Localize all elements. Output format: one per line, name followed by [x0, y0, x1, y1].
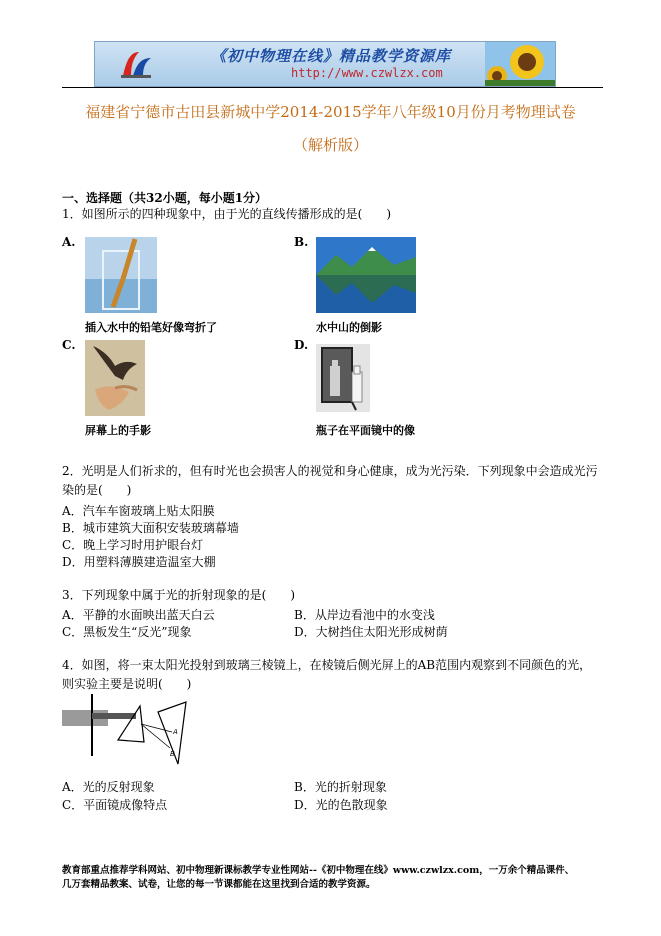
hand-shadow-image [85, 340, 145, 416]
document-subtitle: （解析版） [292, 136, 368, 154]
q2-option-d: D．用塑料薄膜建造温室大棚 [62, 555, 216, 569]
site-logo-icon [119, 48, 153, 80]
header-banner [94, 41, 556, 87]
q3-option-a: A．平静的水面映出蓝天白云 [62, 608, 215, 622]
question-2-stem-line1: 2．光明是人们祈求的，但有时光也会损害人的视觉和身心健康，成为光污染．下列现象中会造成光污 [62, 464, 598, 478]
question-1-stem: 1．如图所示的四种现象中，由于光的直线传播形成的是( ) [62, 207, 392, 221]
q1-option-a-caption: 插入水中的铅笔好像弯折了 [85, 321, 217, 334]
bottle-mirror-image [316, 344, 370, 412]
banner-title: 《初中物理在线》精品教学资源库 [211, 47, 452, 65]
q1-option-b-caption: 水中山的倒影 [316, 321, 382, 334]
q4-option-c: C．平面镜成像特点 [62, 798, 168, 812]
q4-option-b: B．光的折射现象 [294, 780, 387, 794]
q1-option-b-letter: B. [294, 235, 309, 249]
q3-option-c: C．黑板发生“反光”现象 [62, 625, 192, 639]
q1-option-c-caption: 屏幕上的手影 [85, 424, 151, 437]
page-footer [62, 864, 607, 892]
question-2-stem-line2: 染的是( ) [62, 483, 132, 497]
q3-option-b: B．从岸边看池中的水变浅 [294, 608, 435, 622]
banner-url[interactable]: http://www.czwlzx.com [291, 66, 443, 80]
q4-option-a: A．光的反射现象 [62, 780, 155, 794]
q2-option-b: B．城市建筑大面积安装玻璃幕墙 [62, 521, 239, 535]
q4-option-d: D．光的色散现象 [294, 798, 388, 812]
question-3-stem: 3．下列现象中属于光的折射现象的是( ) [62, 588, 295, 602]
header-rule [62, 87, 603, 88]
q1-option-a-letter: A. [62, 235, 76, 249]
mountain-reflection-image [316, 237, 416, 313]
prism-label-a: A [173, 728, 178, 736]
question-4-stem-line1: 4．如图，将一束太阳光投射到玻璃三棱镜上，在棱镜后侧光屏上的AB范围内观察到不同颜色的光， [62, 658, 592, 672]
q1-option-d-letter: D. [294, 338, 309, 352]
q1-option-d-caption: 瓶子在平面镜中的像 [316, 424, 415, 437]
pencil-in-water-image [85, 237, 157, 313]
footer-line-2: 几万套精品教案、试卷，让您的每一节课都能在这里找到合适的教学资源。 [62, 879, 376, 890]
q3-option-d: D．大树挡住太阳光形成树荫 [294, 625, 448, 639]
question-4-stem-line2: 则实验主要是说明( ) [62, 677, 192, 691]
q2-option-c: C．晚上学习时用护眼台灯 [62, 538, 204, 552]
sunflower-icon [485, 42, 555, 86]
q2-option-a: A．汽车车窗玻璃上贴太阳膜 [62, 504, 215, 518]
section-heading: 一、选择题（共32小题，每小题1分） [62, 191, 268, 205]
footer-line-1: 教育部重点推荐学科网站、初中物理新课标教学专业性网站--《初中物理在线》www.czwlzx.com，一万余个精品课件、 [62, 865, 575, 876]
q1-option-c-letter: C. [62, 338, 76, 352]
document-title: 福建省宁德市古田县新城中学2014-2015学年八年级10月份月考物理试卷 [85, 103, 576, 121]
prism-dispersion-diagram [62, 694, 202, 766]
prism-label-b: B [170, 750, 175, 758]
